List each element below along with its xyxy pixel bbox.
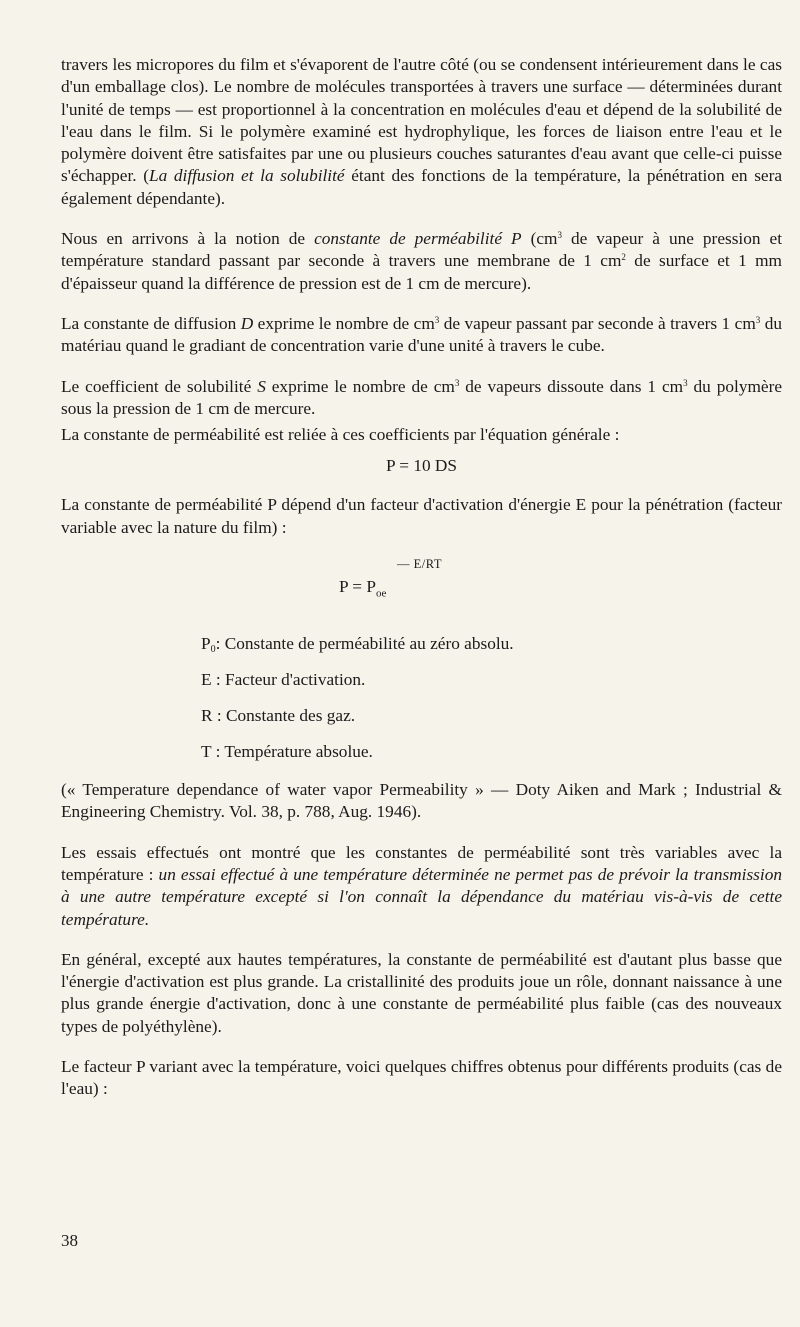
- paragraph-2: Nous en arrivons à la notion de constante de perméabilité P ($cm^3$ de vapeur à une pression et température standard passant par seconde à travers une membrane de 1 $cm^2$ de surface et 1 mm d'épaisseur quand la différence de pression est de 1 cm de mercure).: [61, 229, 782, 293]
- page-number: 38: [61, 1231, 78, 1250]
- definition-p0: $P_0$: Constante de perméabilité au zéro absolu.: [201, 634, 514, 656]
- definition-e: E : Facteur d'activation.: [201, 670, 366, 690]
- definition-r: R : Constante des gaz.: [201, 706, 356, 726]
- paragraph-9: En général, excepté aux hautes températures, la constante de perméabilité est d'autant plus basse que l'énergie d'activation est plus grande. La cristallinité des produits joue un rôle, donnant naissance à une plus grande énergie d'activation, donc à une constante de perméabilité plus faible (cas des nouveaux types de polyéthylène).: [61, 949, 782, 1036]
- paragraph-3: La constante de diffusion D exprime le nombre de $cm^3$ de vapeur passant par seconde à travers 1 $cm^3$ du matériau quand le gradiant de concentration varie d'une unité à travers le cube.: [61, 313, 783, 356]
- equation-arrhenius: [61, 557, 782, 623]
- paragraph-8: Les essais effectués ont montré que les constantes de perméabilité sont très variables avec la température : un essai effectué à une température déterminée ne permet pas de prévoir la transmission à une autre température excepté si l'on connaît la dépendance du matériau vis-à-vis de cette température.: [61, 842, 782, 929]
- equation-p-10ds: P = 10 DS: [385, 456, 458, 476]
- equation-exponent: — E/RT: [397, 557, 442, 572]
- italic-phrase: La diffusion et la solubilité: [148, 166, 345, 186]
- equation-main: $P = P_{oe}$: [339, 577, 387, 600]
- paragraph-4: Le coefficient de solubilité S exprime le nombre de $cm^3$ de vapeurs dissoute dans 1 $cm^3$ du polymère sous la pression de 1 cm de mercure.: [61, 376, 782, 418]
- definitions-list: [201, 633, 782, 777]
- definition-t: T : Température absolue.: [201, 742, 373, 762]
- paragraph-10: Le facteur P variant avec la température, voici quelques chiffres obtenus pour différents produits (cas de l'eau) :: [61, 1057, 782, 1099]
- paragraph-1: travers les micropores du film et s'évaporent de l'autre côté (ou se condensent intérieurement dans le cas d'un emballage clos). Le nombre de molécules transportées à travers une surface — déterminées durant l'unité de temps — est proportionnel à la concentration en molécules d'eau et dépend de la solubilité de l'eau dans le film. Si le polymère examiné est hydrophylique, les forces de liaison entre l'eau et le polymère doivent être satisfaites par une ou plusieurs couches saturantes d'eau avant que celle-ci puisse s'échapper. (La diffusion et la solubilité étant des fonctions de la température, la pénétration en sera également dépendante).: [61, 55, 783, 208]
- paragraph-5: La constante de perméabilité est reliée à ces coefficients par l'équation générale :: [61, 425, 620, 445]
- paragraph-reference: (« Temperature dependance of water vapor Permeability » — Doty Aiken and Mark ; Industrial & Engineering Chemistry. Vol. 38, p. 788, Aug. 1946).: [61, 780, 782, 822]
- paragraph-6: La constante de perméabilité P dépend d'un facteur d'activation d'énergie E pour la pénétration (facteur variable avec la nature du film) :: [61, 495, 782, 537]
